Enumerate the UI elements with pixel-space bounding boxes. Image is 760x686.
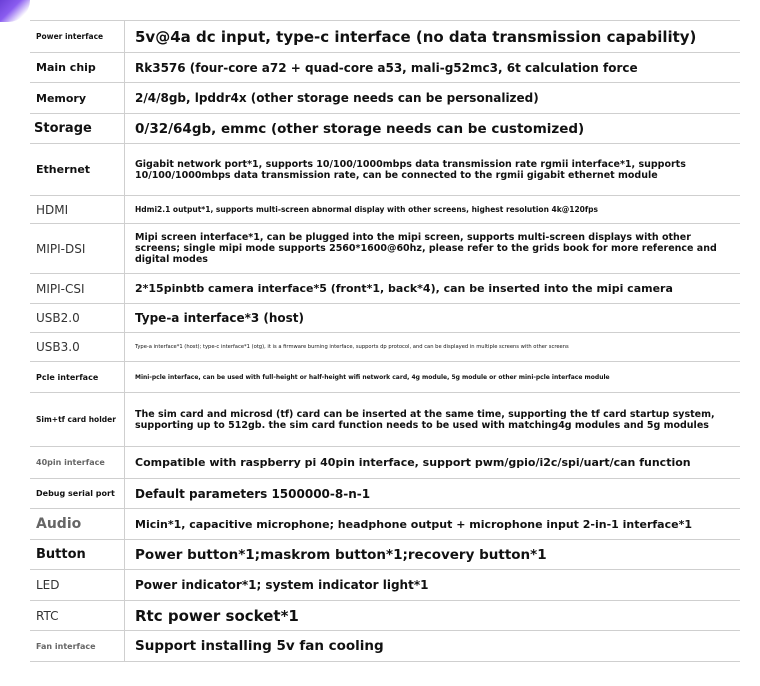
- spec-label: Power interface: [30, 21, 125, 53]
- spec-value: 2/4/8gb, lpddr4x (other storage needs can be personalized): [125, 83, 741, 114]
- spec-row-usb3: [30, 333, 740, 362]
- spec-value: 5v@4a dc input, type-c interface (no data transmission capability): [125, 21, 741, 53]
- spec-row-hdmi: [30, 196, 740, 224]
- spec-value: Power button*1;maskrom button*1;recovery button*1: [125, 540, 741, 570]
- spec-row-memory: [30, 83, 740, 114]
- spec-row-audio: [30, 509, 740, 540]
- spec-label: Ethernet: [30, 144, 125, 196]
- spec-label: Debug serial port: [30, 479, 125, 509]
- spec-value: Type-a interface*1 (host); type-c interface*1 (otg), it is a firmware burning interface, supports dp protocol, and can be displayed in multiple screens with other screens: [125, 333, 741, 362]
- spec-row-sim-tf-card-holder: [30, 393, 740, 447]
- spec-label: USB2.0: [30, 304, 125, 333]
- spec-value: Gigabit network port*1, supports 10/100/1000mbps data transmission rate rgmii interface*1, supports 10/100/1000mbps data transmission rate, can be connected to the rgmii gigabit ethernet module: [125, 144, 741, 196]
- spec-row-main-chip: [30, 53, 740, 83]
- spec-row-usb2: [30, 304, 740, 333]
- spec-label: MIPI-CSI: [30, 274, 125, 304]
- spec-value: Rk3576 (four-core a72 + quad-core a53, mali-g52mc3, 6t calculation force: [125, 53, 741, 83]
- spec-value: 0/32/64gb, emmc (other storage needs can be customized): [125, 114, 741, 144]
- spec-label: LED: [30, 570, 125, 601]
- spec-row-40pin-interface: [30, 447, 740, 479]
- spec-label: HDMI: [30, 196, 125, 224]
- spec-label: Sim+tf card holder: [30, 393, 125, 447]
- spec-row-mipi-csi: [30, 274, 740, 304]
- spec-row-storage: [30, 114, 740, 144]
- spec-value: Compatible with raspberry pi 40pin interface, support pwm/gpio/i2c/spi/uart/can function: [125, 447, 741, 479]
- spec-label: Button: [30, 540, 125, 570]
- spec-value: Support installing 5v fan cooling: [125, 631, 741, 662]
- spec-label: Memory: [30, 83, 125, 114]
- spec-row-fan-interface: [30, 631, 740, 662]
- spec-value: Default parameters 1500000-8-n-1: [125, 479, 741, 509]
- corner-accent: [0, 0, 30, 22]
- spec-value: Micin*1, capacitive microphone; headphone output + microphone input 2-in-1 interface*1: [125, 509, 741, 540]
- spec-label: Audio: [30, 509, 125, 540]
- spec-value: Hdmi2.1 output*1, supports multi-screen abnormal display with other screens, highest resolution 4k@120fps: [125, 196, 741, 224]
- spec-value: Rtc power socket*1: [125, 601, 741, 631]
- spec-row-led: [30, 570, 740, 601]
- spec-value: The sim card and microsd (tf) card can be inserted at the same time, supporting the tf card startup system, supporting up to 512gb. the sim card function needs to be used with matching4g modules and 5g modules: [125, 393, 741, 447]
- spec-label: Fan interface: [30, 631, 125, 662]
- spec-label: Main chip: [30, 53, 125, 83]
- spec-row-button: [30, 540, 740, 570]
- spec-label: Pcle interface: [30, 362, 125, 393]
- spec-row-pcle-interface: [30, 362, 740, 393]
- spec-value: Power indicator*1; system indicator light*1: [125, 570, 741, 601]
- spec-row-debug-serial-port: [30, 479, 740, 509]
- spec-label: MIPI-DSI: [30, 224, 125, 274]
- spec-table: [30, 20, 740, 662]
- spec-value: Mini-pcle interface, can be used with full-height or half-height wifi network card, 4g module, 5g module or other mini-pcle interface module: [125, 362, 741, 393]
- spec-label: RTC: [30, 601, 125, 631]
- spec-value: Mipi screen interface*1, can be plugged into the mipi screen, supports multi-screen displays with other screens; single mipi mode supports 2560*1600@60hz, please refer to the grids book for more reference and digital modes: [125, 224, 741, 274]
- spec-value: 2*15pinbtb camera interface*5 (front*1, back*4), can be inserted into the mipi camera: [125, 274, 741, 304]
- spec-row-ethernet: [30, 144, 740, 196]
- spec-label: USB3.0: [30, 333, 125, 362]
- spec-row-power-interface: [30, 21, 740, 53]
- spec-value: Type-a interface*3 (host): [125, 304, 741, 333]
- spec-label: 40pin interface: [30, 447, 125, 479]
- spec-row-mipi-dsi: [30, 224, 740, 274]
- spec-label: Storage: [30, 114, 125, 144]
- spec-row-rtc: [30, 601, 740, 631]
